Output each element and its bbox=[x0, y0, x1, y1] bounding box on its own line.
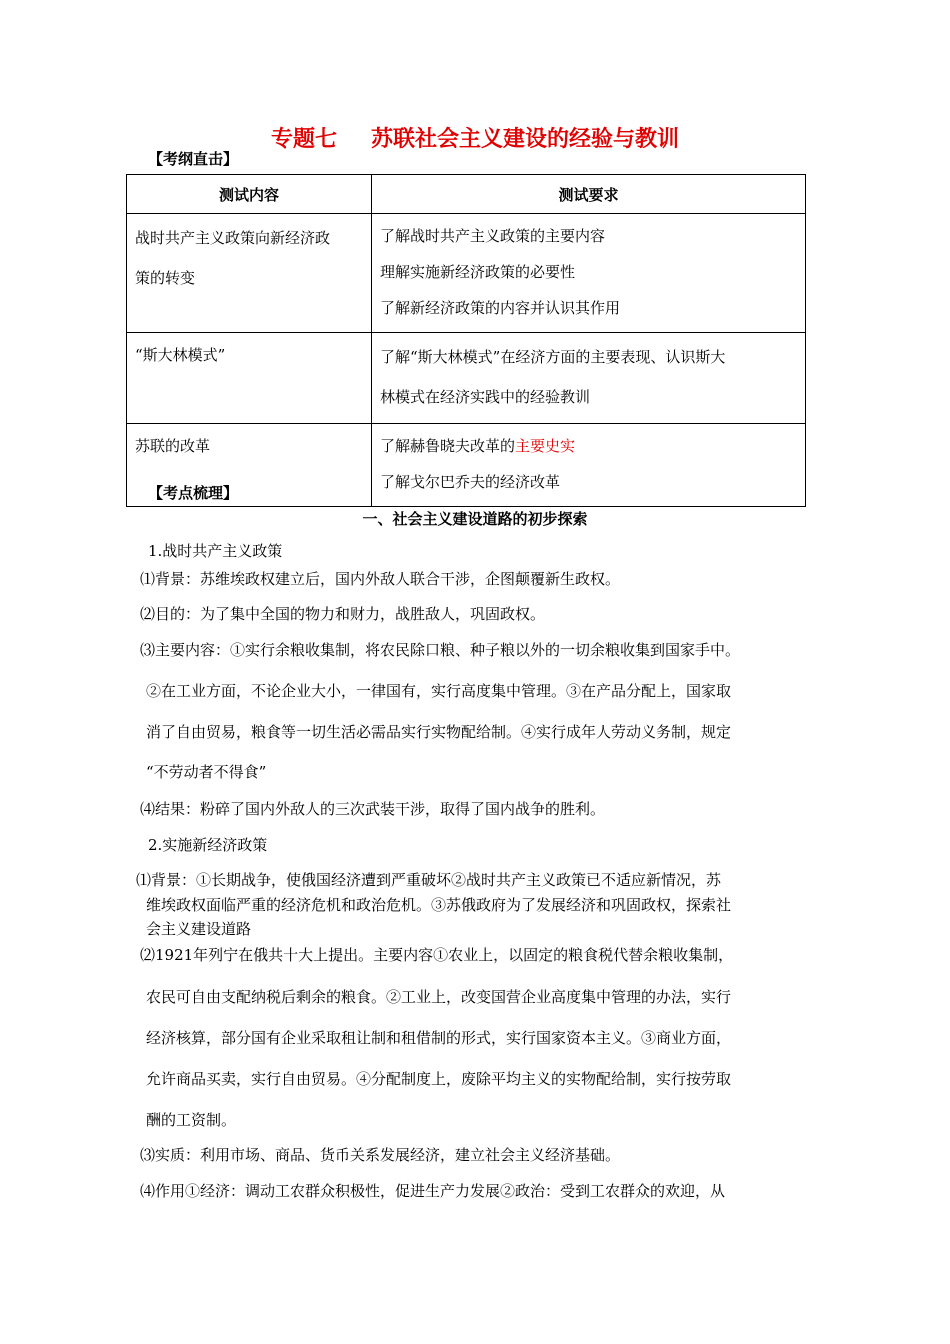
body-paragraph: 维埃政权面临严重的经济危机和政治危机。③苏俄政府为了发展经济和巩固政权，探索社 bbox=[146, 896, 732, 914]
body-paragraph: 酬的工资制。 bbox=[146, 1111, 237, 1129]
table-row bbox=[127, 214, 806, 333]
table-cell: 了解“斯大林模式”在经济方面的主要表现、认识斯大 林模式在经济实践中的经验教训 bbox=[372, 333, 806, 424]
section-label-syllabus: 【考纲直击】 bbox=[148, 150, 239, 168]
table-cell: 了解战时共产主义政策的主要内容 理解实施新经济政策的必要性 了解新经济政策的内容并认识其作用 bbox=[372, 214, 806, 333]
body-paragraph: 允许商品买卖，实行自由贸易。④分配制度上，废除平均主义的实物配给制，实行按劳取 bbox=[146, 1070, 732, 1088]
body-paragraph: 2.实施新经济政策 bbox=[148, 836, 268, 854]
body-paragraph: ②在工业方面，不论企业大小，一律国有，实行高度集中管理。③在产品分配上，国家取 bbox=[146, 682, 732, 700]
body-paragraph: ⑴背景：苏维埃政权建立后，国内外敌人联合干涉，企图颠覆新生政权。 bbox=[140, 570, 621, 588]
body-paragraph: ⑷作用①经济：调动工农群众积极性，促进生产力发展②政治：受到工农群众的欢迎，从 bbox=[140, 1182, 726, 1200]
requirements-table bbox=[126, 174, 806, 507]
highlighted-text: 主要史实 bbox=[515, 437, 576, 455]
body-paragraph: ⑴背景：①长期战争，使俄国经济遭到严重破坏②战时共产主义政策已不适应新情况，苏 bbox=[136, 871, 722, 889]
body-paragraph: ⑶实质：利用市场、商品、货币关系发展经济，建立社会主义经济基础。 bbox=[140, 1146, 621, 1164]
body-paragraph: 会主义建设道路 bbox=[146, 920, 252, 938]
table-cell: “斯大林模式” bbox=[127, 333, 372, 424]
table-header: 测试内容 bbox=[127, 175, 372, 214]
body-paragraph: “不劳动者不得食” bbox=[146, 763, 267, 781]
body-paragraph: 1.战时共产主义政策 bbox=[148, 542, 283, 560]
page-title: 专题七 苏联社会主义建设的经验与教训 bbox=[270, 127, 680, 152]
body-paragraph: ⑶主要内容：①实行余粮收集制，将农民除口粮、种子粮以外的一切余粮收集到国家手中。 bbox=[140, 641, 741, 659]
body-paragraph: ⑵目的：为了集中全国的物力和财力，战胜敌人，巩固政权。 bbox=[140, 605, 546, 623]
table-cell: 苏联的改革 bbox=[127, 424, 372, 507]
table-cell: 战时共产主义政策向新经济政 策的转变 bbox=[127, 214, 372, 333]
table-cell: 了解赫鲁晓夫改革的主要史实 了解戈尔巴乔夫的经济改革 bbox=[372, 424, 806, 507]
table-header-row bbox=[127, 175, 806, 214]
section-label-points: 【考点梳理】 bbox=[148, 484, 239, 502]
table-header: 测试要求 bbox=[372, 175, 806, 214]
body-paragraph: 农民可自由支配纳税后剩余的粮食。②工业上，改变国营企业高度集中管理的办法，实行 bbox=[146, 988, 732, 1006]
section-heading: 一、社会主义建设道路的初步探索 bbox=[362, 510, 588, 528]
body-paragraph: 经济核算，部分国有企业采取租让制和租借制的形式，实行国家资本主义。③商业方面， bbox=[146, 1029, 732, 1047]
table-row bbox=[127, 333, 806, 424]
body-paragraph: ⑷结果：粉碎了国内外敌人的三次武装干涉，取得了国内战争的胜利。 bbox=[140, 800, 606, 818]
body-paragraph: 消了自由贸易，粮食等一切生活必需品实行实物配给制。④实行成年人劳动义务制，规定 bbox=[146, 723, 732, 741]
body-paragraph: ⑵1921年列宁在俄共十大上提出。主要内容①农业上，以固定的粮食税代替余粮收集制， bbox=[140, 946, 734, 964]
